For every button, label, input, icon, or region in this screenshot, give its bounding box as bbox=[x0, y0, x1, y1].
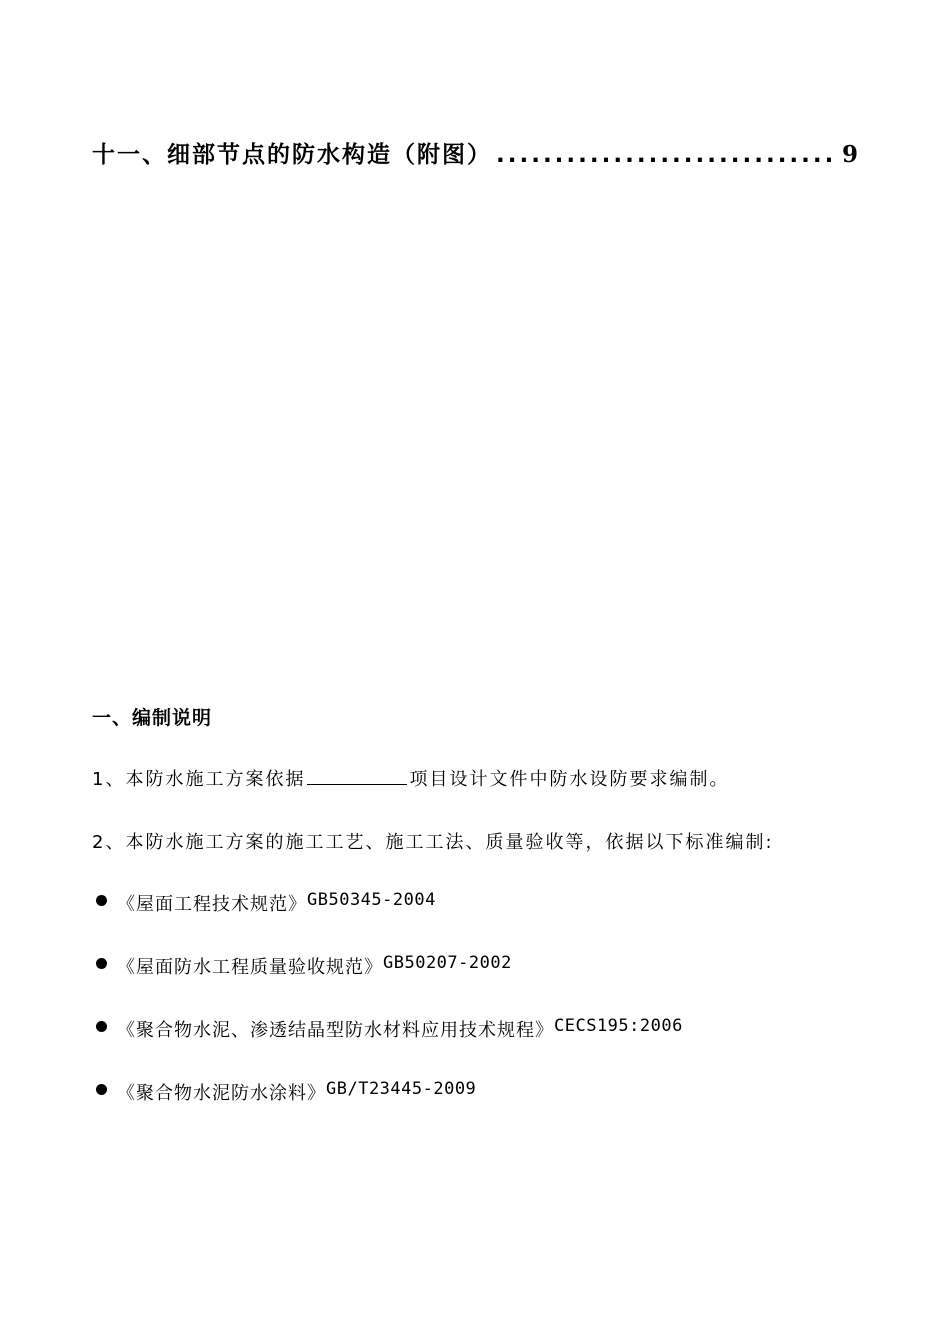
standard-name: 《屋面防水工程质量验收规范》 bbox=[117, 957, 383, 978]
standard-code: GB/T23445-2009 bbox=[326, 1079, 477, 1099]
toc-dot-leader bbox=[496, 142, 838, 168]
toc-page-number: 9 bbox=[841, 141, 860, 168]
standard-name: 《屋面工程技术规范》 bbox=[117, 894, 307, 915]
paragraph-standards-intro: 2、本防水施工方案的施工工艺、施工工法、质量验收等，依据以下标准编制: bbox=[92, 832, 774, 853]
standard-name: 《聚合物水泥、渗透结晶型防水材料应用技术规程》 bbox=[117, 1020, 554, 1041]
standards-list bbox=[92, 890, 683, 1142]
list-item bbox=[92, 953, 683, 1016]
list-item bbox=[92, 1016, 683, 1079]
paragraph-basis-tail: 项目设计文件中防水设防要求编制。 bbox=[409, 769, 730, 790]
paragraph-basis bbox=[92, 765, 729, 791]
standard-code: GB50345-2004 bbox=[307, 890, 436, 910]
bullet-icon bbox=[96, 958, 107, 969]
section-heading: 一、编制说明 bbox=[92, 707, 213, 729]
bullet-icon bbox=[96, 895, 107, 906]
standard-code: GB50207-2002 bbox=[383, 953, 512, 973]
standard-code: CECS195:2006 bbox=[554, 1016, 683, 1036]
toc-entry-title: 十一、细部节点的防水构造（附图） bbox=[92, 142, 492, 168]
bullet-icon bbox=[96, 1021, 107, 1032]
paragraph-basis-lead: 1、本防水施工方案依据 bbox=[92, 769, 306, 790]
bullet-icon bbox=[96, 1084, 107, 1095]
standard-name: 《聚合物水泥防水涂料》 bbox=[117, 1083, 326, 1104]
project-name-blank bbox=[307, 768, 407, 785]
toc-entry[interactable] bbox=[92, 136, 860, 169]
list-item bbox=[92, 890, 683, 953]
list-item bbox=[92, 1079, 683, 1142]
